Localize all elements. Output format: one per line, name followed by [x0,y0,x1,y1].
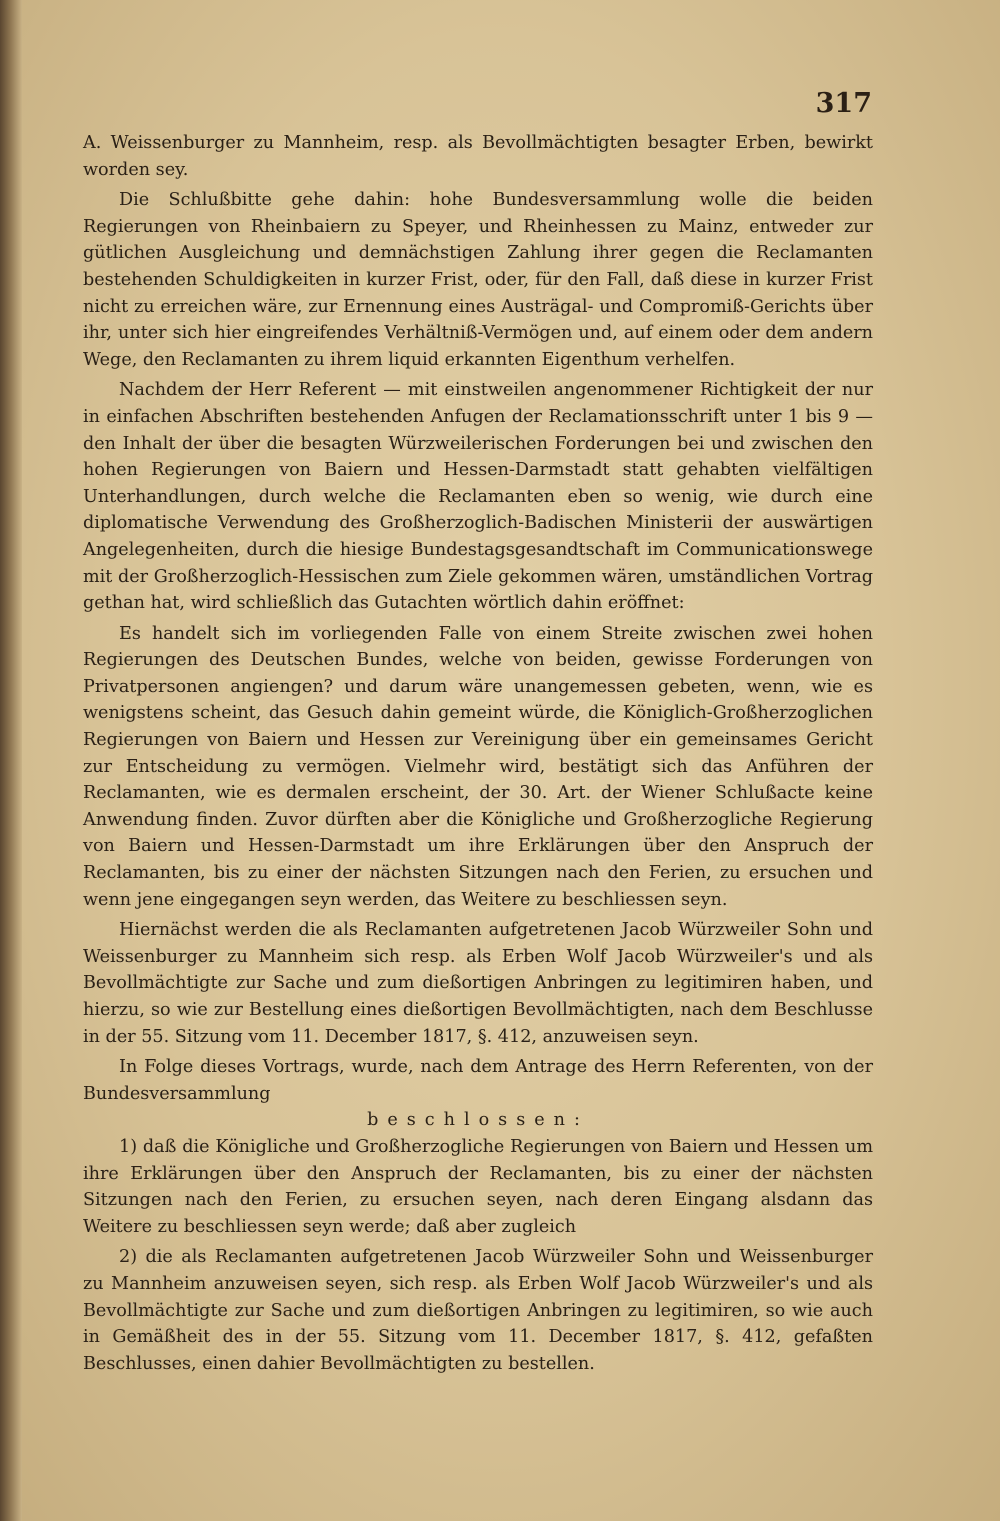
paragraph-opinion: Es handelt sich im vorliegenden Falle von einem Streite zwischen zwei hohen Regierungen des Deutschen Bundes, welche von beiden, gewisse Forderungen von Privatpersonen angiengen? und darum wäre unangemessen gebeten, wenn, wie es wenigstens scheint, das Gesuch dahin gemeint würde, die Königlich-Großherzoglichen Regierungen von Baiern und Hessen zur Vereinigung über ein gemeinsames Gericht zur Entscheidung zu vermögen. Vielmehr wird, bestätigt sich das Anführen der Reclamanten, wie es dermalen erscheint, der 30. Art. der Wiener Schlußacte keine Anwendung finden. Zuvor dürften aber die Königliche und Großherzogliche Regierung von Baiern und Hessen-Darmstadt um ihre Erklärungen über den Anspruch der Reclamanten, bis zu einer der nächsten Sitzungen nach den Ferien, zu ersuchen und wenn jene eingegangen seyn werden, das Weitere zu beschliessen seyn. [83,623,873,910]
decision-heading: beschlossen: [367,1110,589,1131]
paragraph-resolution-intro: In Folge dieses Vortrags, wurde, nach dem Antrage des Herrn Referenten, von der Bundesversammlung [83,1057,873,1104]
decision-item-1: 1) daß die Königliche und Großherzogliche Regierungen von Baiern und Hessen um ihre Erklärungen über den Anspruch der Reclamanten, bis zu einer der nächsten Sitzungen nach den Ferien, zu ersuchen seyen, nach deren Eingang alsdann das Weitere zu beschliessen seyn werde; daß aber zugleich [83,1136,873,1237]
paragraph-closing-request: Die Schlußbitte gehe dahin: hohe Bundesversammlung wolle die beiden Regierungen von Rheinbaiern zu Speyer, und Rheinhessen zu Mainz, entweder zur gütlichen Ausgleichung und demnächstigen Zahlung ihrer gegen die Reclamanten bestehenden Schuldigkeiten in kurzer Frist, oder, für den Fall, daß diese in kurzer Frist nicht zu erreichen wäre, zur Ernennung eines Austrägal- und Compromiß-Gerichts über ihr, unter sich hier eingreifendes Verhältniß-Vermögen und, auf einem oder dem andern Wege, den Reclamanten zu ihrem liquid erkannten Eigenthum verhelfen. [83,190,873,370]
paragraph-continuation: A. Weissenburger zu Mannheim, resp. als Bevollmächtigten besagter Erben, bewirkt worden sey. [83,133,873,180]
page-number: 317 [815,88,872,119]
body-text [83,130,873,1377]
paragraph-referent-report: Nachdem der Herr Referent — mit einstweilen angenommener Richtigkeit der nur in einfachen Abschriften bestehenden Anfugen der Reclamationsschrift unter 1 bis 9 — den Inhalt der über die besagten Würzweilerischen Forderungen bei und zwischen den hohen Regierungen von Baiern und Hessen-Darmstadt statt gehabten vielfältigen Unterhandlungen, durch welche die Reclamanten eben so wenig, wie durch eine diplomatische Verwendung des Großherzoglich-Badischen Ministerii der auswärtigen Angelegenheiten, durch die hiesige Bundestagsgesandtschaft im Communicationswege mit der Großherzoglich-Hessischen zum Ziele gekommen wären, umständlichen Vortrag gethan hat, wird schließlich das Gutachten wörtlich dahin eröffnet: [83,380,873,614]
binding-gutter [0,0,22,1521]
paragraph-legitimation: Hiernächst werden die als Reclamanten aufgetretenen Jacob Würzweiler Sohn und Weissenburger zu Mannheim sich resp. als Erben Wolf Jacob Würzweiler's und als Bevollmächtigte zur Sache und zum dießortigen Anbringen zu legitimiren haben, und hierzu, so wie zur Bestellung eines dießortigen Bevollmächtigten, nach dem Beschlusse in der 55. Sitzung vom 11. December 1817, §. 412, anzuweisen seyn. [83,920,873,1047]
decision-item-2: 2) die als Reclamanten aufgetretenen Jacob Würzweiler Sohn und Weissenburger zu Mannheim anzuweisen seyen, sich resp. als Erben Wolf Jacob Würzweiler's und als Bevollmächtigte zur Sache und zum dießortigen Anbringen zu legitimiren, so wie auch in Gemäßheit des in der 55. Sitzung vom 11. December 1817, §. 412, gefaßten Beschlusses, einen dahier Bevollmächtigten zu bestellen. [83,1247,873,1374]
